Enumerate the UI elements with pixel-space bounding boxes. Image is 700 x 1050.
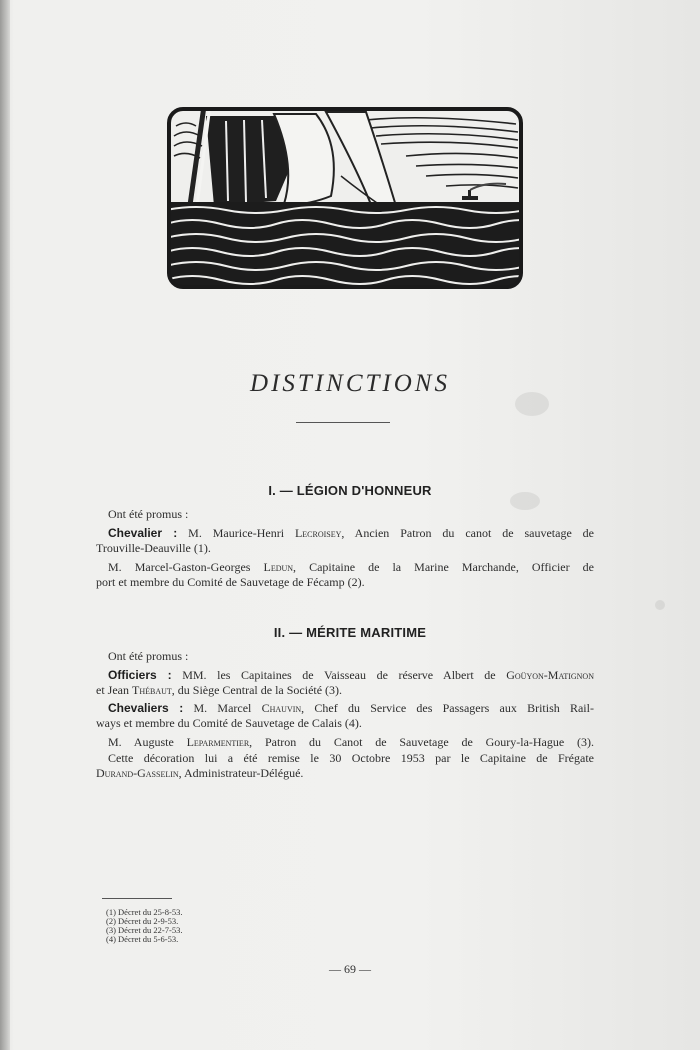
text-span: , du Siège Central de la Société (3). xyxy=(171,683,343,697)
section2-para3-line3 xyxy=(96,766,303,781)
section2-para1-line2 xyxy=(96,683,342,698)
chevalier-label: Chevalier : xyxy=(108,526,178,540)
page-number: — 69 — xyxy=(329,962,371,976)
person-name: Ledun xyxy=(263,560,294,574)
person-name: Chauvin xyxy=(261,701,302,715)
section1-para1-line2: Trouville-Deauville (1). xyxy=(96,541,211,555)
text-span: MM. les Capitaines de Vaisseau de réserve Albert de xyxy=(171,668,507,682)
page-title: DISTINCTIONS xyxy=(250,370,450,397)
footnote-1: (1) Décret du 25-8-53. xyxy=(106,907,183,917)
text-span: , Administrateur-Délégué. xyxy=(178,766,304,780)
section-heading-legion-honneur: I. — LÉGION D'HONNEUR xyxy=(268,483,432,498)
section1-intro: Ont été promus : xyxy=(108,507,189,521)
section1-para1-line1 xyxy=(108,526,594,541)
paper-smudge xyxy=(655,600,665,610)
section1-para2-line1 xyxy=(108,560,594,575)
paper-smudge xyxy=(515,392,549,416)
section2-para3-line1 xyxy=(108,735,594,750)
text-span: , Ancien Patron du canot de sauvetage de xyxy=(341,526,594,540)
chevaliers-label: Chevaliers : xyxy=(108,701,184,715)
section1-para2-line2: port et membre du Comité de Sauvetage de Fécamp (2). xyxy=(96,575,365,589)
person-name: Leparmentier xyxy=(186,735,250,749)
person-name: Thébaut xyxy=(131,683,172,697)
footnote-2: (2) Décret du 2-9-53. xyxy=(106,916,179,926)
text-span: et Jean xyxy=(96,683,132,697)
footnote-4: (4) Décret du 5-6-53. xyxy=(106,934,179,944)
section2-para2-line1 xyxy=(108,701,594,716)
section2-para2-line2: ways et membre du Comité de Sauvetage de Calais (4). xyxy=(96,716,362,730)
footnote-divider xyxy=(102,898,172,899)
sailboat-engraving-image xyxy=(166,106,524,290)
text-span: M. Auguste xyxy=(108,735,187,749)
section2-intro: Ont été promus : xyxy=(108,649,189,663)
section-heading-merite-maritime: II. — MÉRITE MARITIME xyxy=(273,625,427,640)
text-span: , Patron du Canot de Sauvetage de Goury-la-Hague (3). xyxy=(249,735,594,749)
page-binding-edge xyxy=(0,0,10,1050)
person-name: Lecroisey xyxy=(294,526,342,540)
text-span: , Chef du Service des Passagers aux British Rail- xyxy=(301,701,594,715)
text-span: M. Marcel-Gaston-Georges xyxy=(108,560,264,574)
person-name: Goüyon-Matignon xyxy=(506,668,594,682)
paper-smudge xyxy=(510,492,540,510)
text-span: M. Maurice-Henri xyxy=(177,526,295,540)
section2-para1-line1 xyxy=(108,668,594,683)
person-name: Durand-Gasselin xyxy=(96,766,179,780)
text-span: , Capitaine de la Marine Marchande, Officier de xyxy=(293,560,594,574)
officiers-label: Officiers : xyxy=(108,668,172,682)
footnote-3: (3) Décret du 22-7-53. xyxy=(106,925,183,935)
section2-para3-line2: Cette décoration lui a été remise le 30 Octobre 1953 par le Capitaine de Frégate xyxy=(108,751,594,765)
title-divider xyxy=(296,422,390,423)
text-span: M. Marcel xyxy=(183,701,262,715)
